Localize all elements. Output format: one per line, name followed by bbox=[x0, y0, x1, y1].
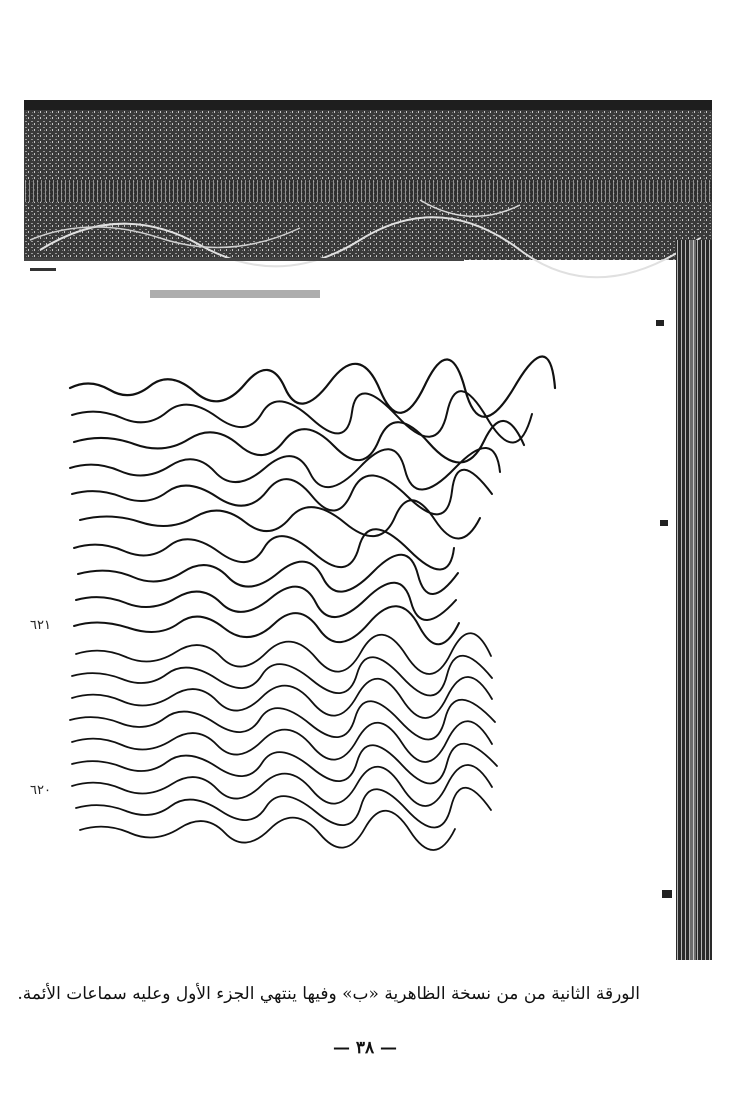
figure-caption: الورقة الثانية من من نسخة الظاهرية «ب» وفيها ينتهي الجزء الأول وعليه سماعات الأئمة. bbox=[17, 984, 640, 1004]
page-number: — ٣٨ — bbox=[332, 1038, 398, 1058]
margin-note-lower: ٦٢٠ bbox=[30, 783, 51, 798]
handwriting-block-upper bbox=[70, 356, 555, 644]
margin-note-upper: ٦٢١ bbox=[30, 618, 51, 633]
handwriting-block-lower bbox=[70, 633, 497, 850]
top-scan-band bbox=[24, 100, 712, 298]
right-scan-band bbox=[656, 240, 712, 960]
